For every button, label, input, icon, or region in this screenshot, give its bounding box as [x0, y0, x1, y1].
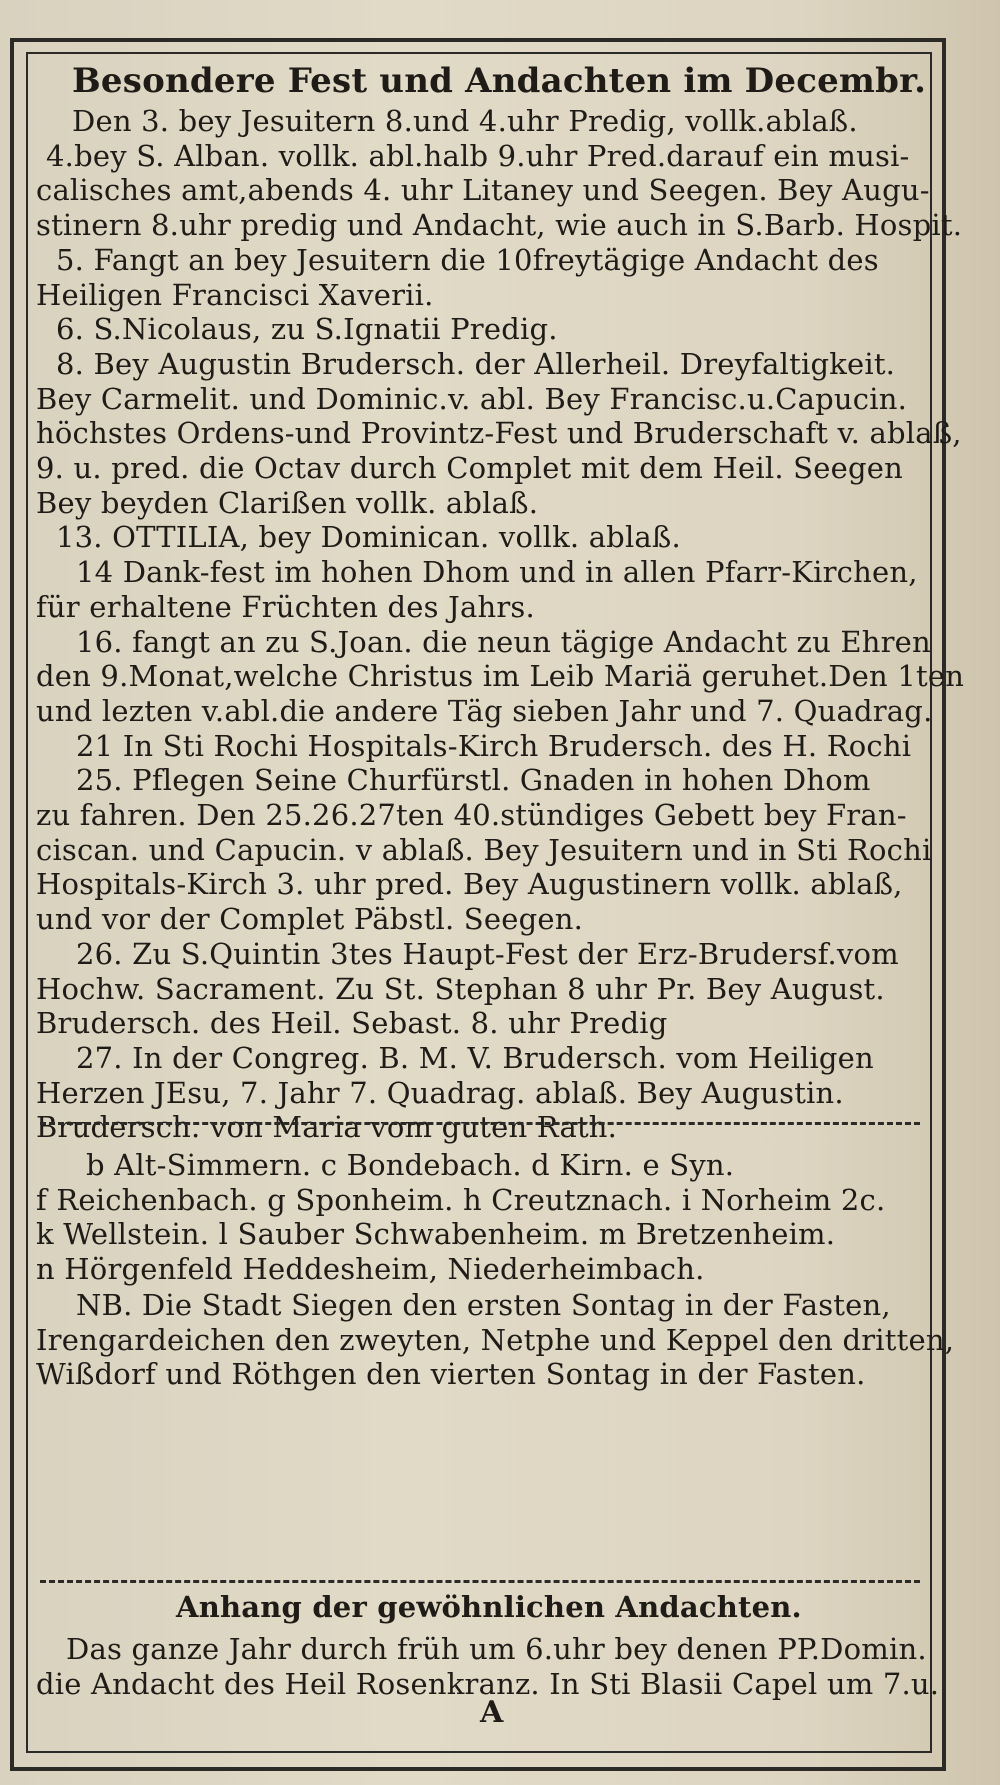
lines-line: Heiligen Francisci Xaverii.: [36, 277, 434, 312]
legend-lines-line: n Hörgenfeld Heddesheim, Niederheimbach.: [36, 1252, 705, 1287]
lines-line: 14 Dank-fest im hohen Dhom und in allen Pfarr-Kirchen,: [76, 555, 918, 590]
appendix-lines-line: die Andacht des Heil Rosenkranz. In Sti Blasii Capel um 7.u.: [36, 1666, 940, 1701]
appendix-lines-line: Das ganze Jahr durch früh um 6.uhr bey denen PP.Domin.: [66, 1632, 927, 1666]
lines-line: Herzen JEsu, 7. Jahr 7. Quadrag. ablaß. Bey Augustin.: [36, 1075, 844, 1110]
lines-line: calisches amt,abends 4. uhr Litaney und Seegen. Bey Augu-: [36, 173, 930, 208]
lines-line: 6. S.Nicolaus, zu S.Ignatii Predig.: [56, 312, 558, 347]
nb-lines-line: NB. Die Stadt Siegen den ersten Sontag in der Fasten,: [76, 1288, 891, 1322]
lines-line: stinern 8.uhr predig und Andacht, wie auch in S.Barb. Hospit.: [36, 208, 963, 243]
legend-lines-line: f Reichenbach. g Sponheim. h Creutznach. i Norheim 2c.: [36, 1182, 886, 1217]
lines-line: höchstes Ordens-und Provintz-Fest und Bruderschaft v. ablaß,: [36, 416, 962, 451]
lines-line: 25. Pflegen Seine Churfürstl. Gnaden in hohen Dhom: [76, 763, 871, 798]
lines-line: den 9.Monat,welche Christus im Leib Mariä geruhet.Den 1ten: [36, 659, 965, 694]
nb-lines-line: Irengardeichen den zweyten, Netphe und Keppel den dritten,: [36, 1322, 955, 1357]
lines-line: 8. Bey Augustin Brudersch. der Allerheil. Dreyfaltigkeit.: [56, 346, 896, 381]
lines-line: 5. Fangt an bey Jesuitern die 10freytägige Andacht des: [56, 242, 879, 277]
nb-lines-line: Wißdorf und Röthgen den vierten Sontag in der Fasten.: [36, 1357, 866, 1392]
legend-lines-line: k Wellstein. l Sauber Schwabenheim. m Bretzenheim.: [36, 1217, 836, 1252]
lines-line: für erhaltene Früchten des Jahrs.: [36, 589, 535, 624]
lines-line: Brudersch. des Heil. Sebast. 8. uhr Predig: [36, 1006, 668, 1041]
signature-mark: A: [480, 1695, 504, 1730]
section-rule-2: [40, 1580, 920, 1583]
legend-lines-line: b Alt-Simmern. c Bondebach. d Kirn. e Syn.: [86, 1148, 735, 1182]
lines-line: 4.bey S. Alban. vollk. abl.halb 9.uhr Pred.darauf ein musi-: [46, 138, 910, 173]
lines-line: und lezten v.abl.die andere Täg sieben Jahr und 7. Quadrag.: [36, 693, 933, 728]
lines-line: 26. Zu S.Quintin 3tes Haupt-Fest der Erz-Brudersf.vom: [76, 936, 899, 971]
lines-line: Den 3. bey Jesuitern 8.und 4.uhr Predig, vollk.ablaß.: [72, 104, 858, 138]
lines-line: Bey Carmelit. und Dominic.v. abl. Bey Francisc.u.Capucin.: [36, 381, 908, 416]
lines-line: 16. fangt an zu S.Joan. die neun tägige Andacht zu Ehren: [76, 624, 931, 659]
lines-line: 13. OTTILIA, bey Dominican. vollk. ablaß.: [56, 520, 681, 555]
lines-line: zu fahren. Den 25.26.27ten 40.stündiges Gebett bey Fran-: [36, 798, 907, 832]
lines-line: und vor der Complet Päbstl. Seegen.: [36, 902, 584, 937]
lines-line: Brudersch. von Maria vom guten Rath.: [36, 1110, 618, 1145]
lines-line: ciscan. und Capucin. v ablaß. Bey Jesuitern und in Sti Rochi: [36, 832, 932, 867]
section-rule: [40, 1122, 920, 1125]
lines-line: 9. u. pred. die Octav durch Complet mit dem Heil. Seegen: [36, 451, 903, 485]
lines-line: Hochw. Sacrament. Zu St. Stephan 8 uhr Pr. Bey August.: [36, 971, 885, 1006]
lines-line: 27. In der Congreg. B. M. V. Brudersch. vom Heiligen: [76, 1040, 874, 1075]
lines-line: Hospitals-Kirch 3. uhr pred. Bey Augustinern vollk. ablaß,: [36, 867, 903, 902]
lines-line: Bey beyden Clarißen vollk. ablaß.: [36, 485, 539, 520]
page-title: Besondere Fest und Andachten im Decembr.: [72, 61, 927, 101]
lines-line: 21 In Sti Rochi Hospitals-Kirch Brudersch. des H. Rochi: [76, 728, 912, 763]
appendix-title: Anhang der gewöhnlichen Andachten.: [176, 1590, 802, 1624]
